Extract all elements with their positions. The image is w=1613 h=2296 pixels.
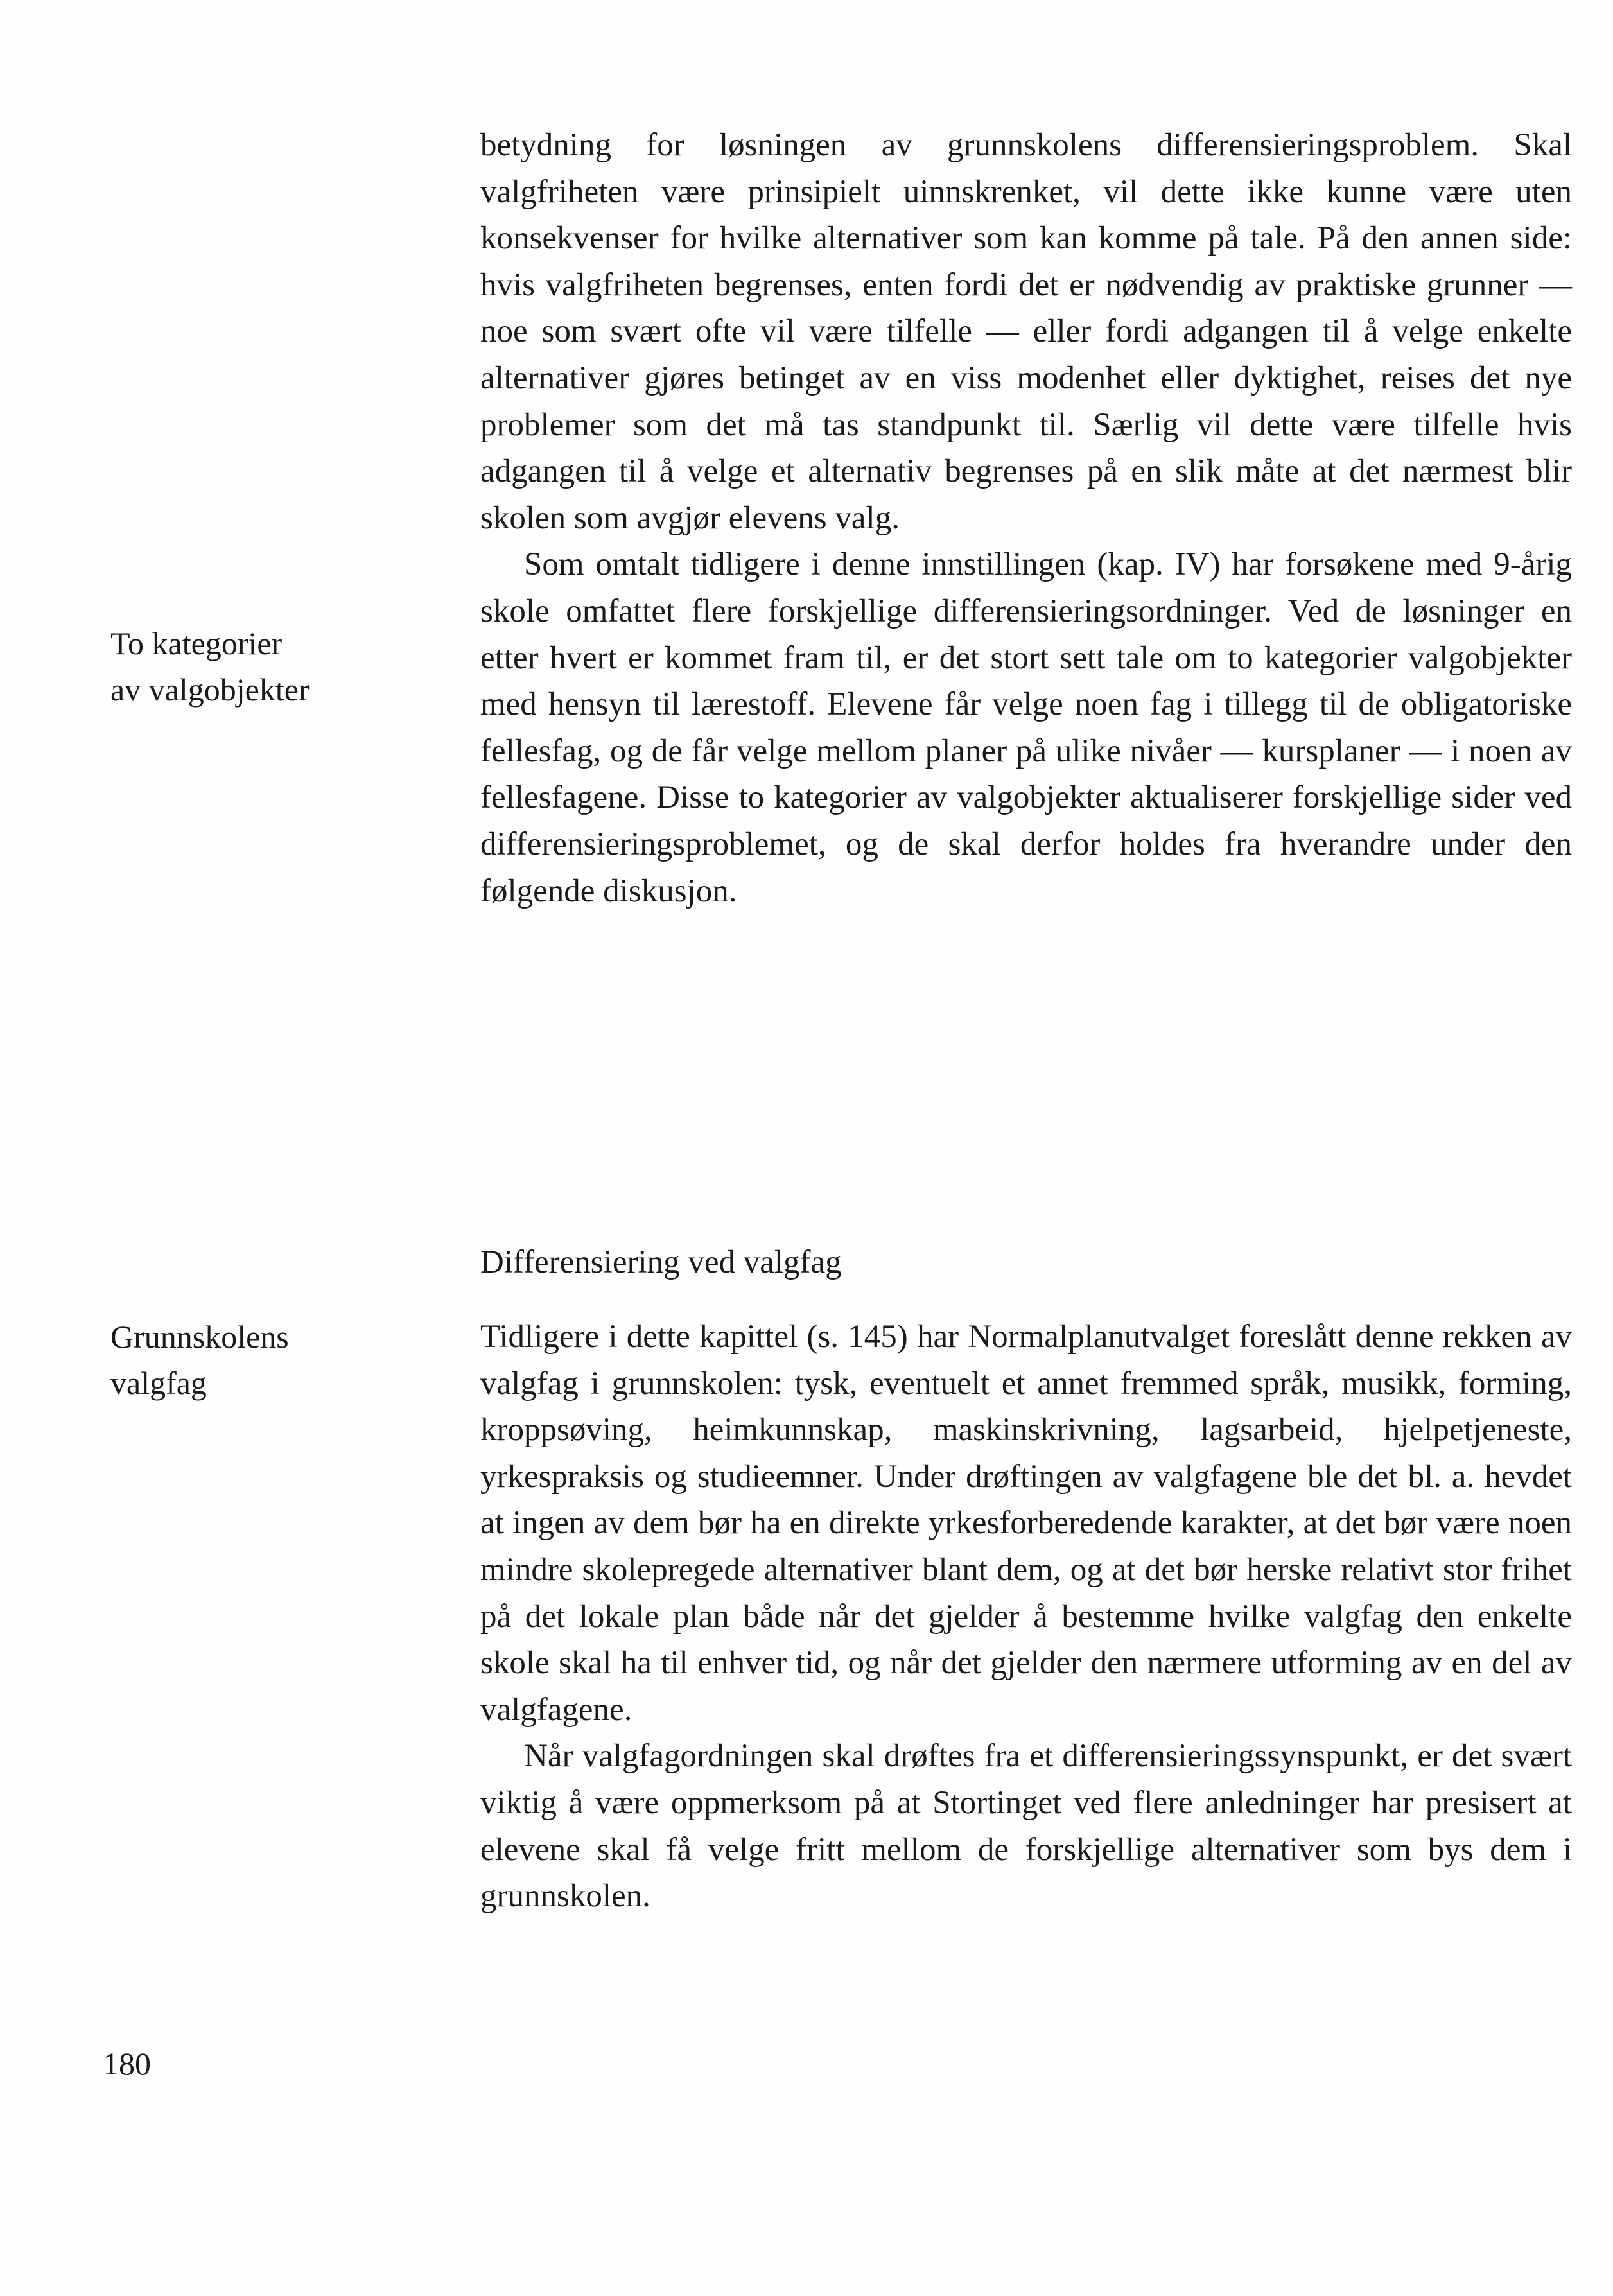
- margin-note-line: valgfag: [110, 1365, 207, 1401]
- margin-note-line: Grunnskolens: [110, 1319, 289, 1355]
- paragraph: betydning for løsningen av grunnskolens differensieringsproblem. Skal valgfriheten være prinsipielt uinnskrenket, vil dette ikke kunne være uten konsekvenser for hvilke alternativer som kan komme på tale. På den annen side: hvis valgfriheten begrenses, enten fordi det er nødvendig av praktiske grunner — noe som svært ofte vil være tilfelle — eller fordi adgangen til å velge enkelte alternativer gjøres betinget av en viss modenhet eller dyktighet, reises det nye problemer som det må tas standpunkt til. Særlig vil dette være tilfelle hvis adgangen til å velge et alternativ begrenses på en slik måte at det nærmest blir skolen som avgjør elevens valg.: [480, 127, 1572, 536]
- page-number: 180: [103, 2046, 151, 2082]
- margin-note-line: av valgobjekter: [110, 672, 310, 708]
- margin-note-categories: [110, 620, 393, 713]
- margin-note-line: To kategorier: [110, 625, 283, 661]
- paragraph: Når valgfagordningen skal drøftes fra et differensieringssynspunkt, er det svært viktig å være oppmerksom på at Stortinget ved flere anledninger har presisert at elevene skal få velge fritt mellom de forskjellige alternativer som bys dem i grunnskolen.: [480, 1738, 1572, 1915]
- text-block-electives: [480, 1314, 1572, 1920]
- section-heading: Differensiering ved valgfag: [480, 1244, 842, 1280]
- margin-note-elective-subjects: [110, 1314, 393, 1406]
- paragraph: Tidligere i dette kapittel (s. 145) har Normalplanutvalget foreslått denne rekken av valgfag i grunnskolen: tysk, eventuelt et annet fremmed språk, musikk, forming, kroppsøving, heimkunnskap, maskinskrivning, lagsarbeid, hjelpetjeneste, yrkespraksis og studieemner. Under drøftingen av valgfagene ble det bl. a. hevdet at ingen av dem bør ha en direkte yrkesforberedende karakter, at det bør være noen mindre skolepregede alternativer blant dem, og at det bør herske relativt stor frihet på det lokale plan både når det gjelder å bestemme hvilke valgfag den enkelte skole skal ha til enhver tid, og når det gjelder den nærmere utforming av en del av valgfagene.: [480, 1319, 1572, 1728]
- text-block-intro: [480, 122, 1572, 914]
- paragraph: Som omtalt tidligere i denne innstillingen (kap. IV) har forsøkene med 9-årig skole omfattet flere forskjellige differensieringsordninger. Ved de løsninger en etter hvert er kommet fram til, er det stort sett tale om to kategorier valgobjekter med hensyn til lærestoff. Elevene får velge noen fag i tillegg til de obligatoriske fellesfag, og de får velge mellom planer på ulike nivåer — kursplaner — i noen av fellesfagene. Disse to kategorier av valgobjekter aktualiserer forskjellige sider ved differensieringsproblemet, og de skal derfor holdes fra hverandre under den følgende diskusjon.: [480, 546, 1572, 909]
